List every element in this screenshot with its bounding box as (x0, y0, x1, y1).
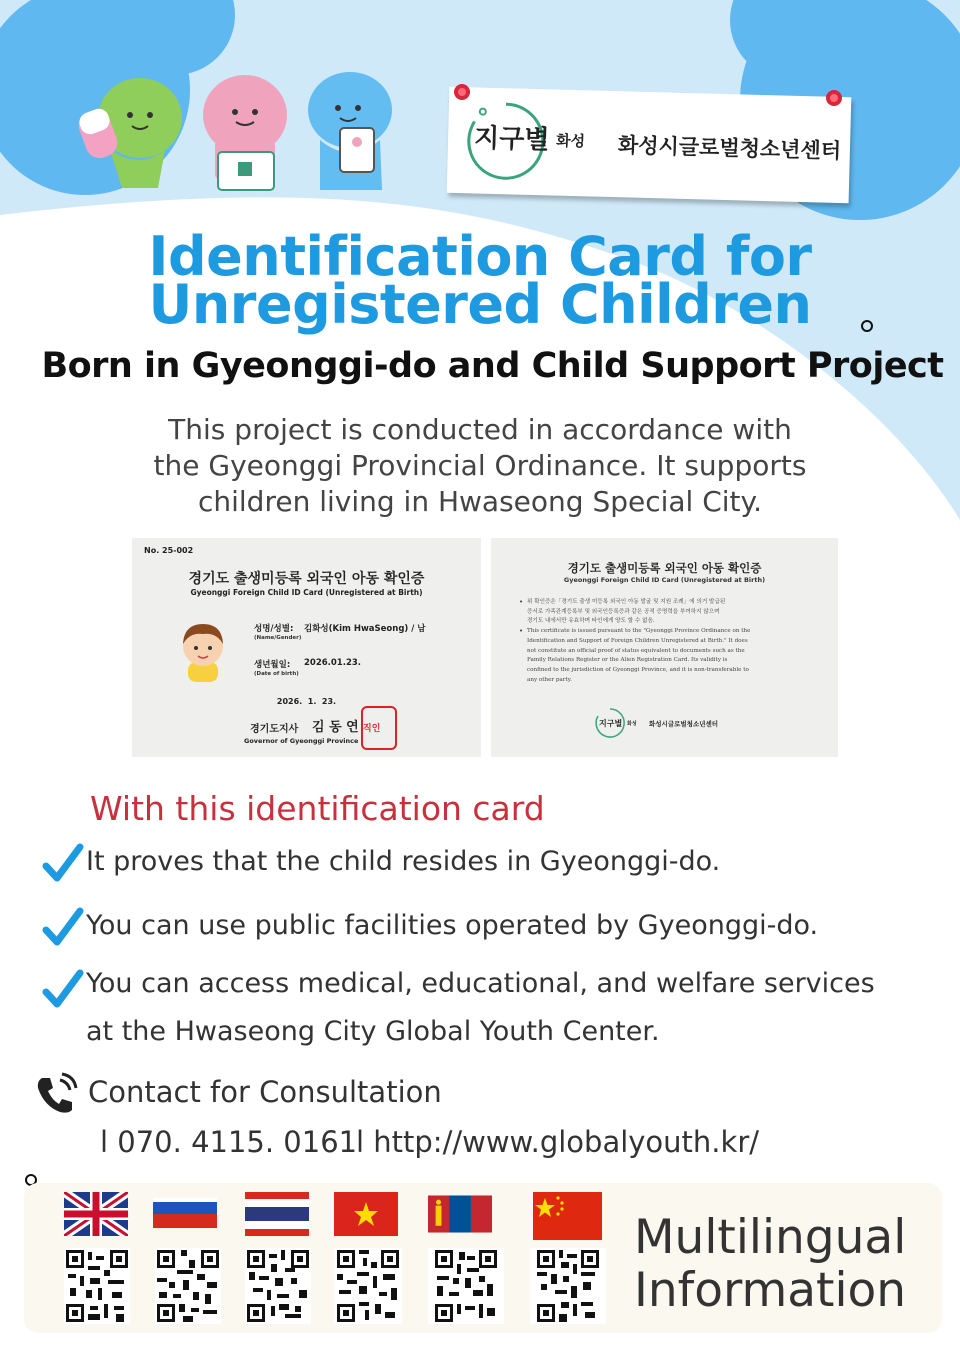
mongolia-flag-icon (428, 1192, 492, 1236)
center-name: 화성시글로벌청소년센터 (617, 133, 842, 164)
bullet-en-4: Family Relations Register or the Alien Registration Card. Its validity is (527, 657, 728, 664)
bullet-dot-icon: • (519, 598, 524, 606)
benefit-item-3-line-2: at the Hwaseong City Global Youth Center. (86, 1016, 660, 1047)
intro-line-2: the Gyeonggi Provincial Ordinance. It supports (153, 449, 807, 482)
bullet-en-5: confined to the jurisdiction of Gyeonggi Province, and it is non-transferable to (527, 666, 749, 673)
bullet-en-2: Identification and Support of Foreign Children Unregistered at Birth." It does (527, 637, 748, 644)
qr-code-russian[interactable] (155, 1248, 221, 1324)
card-title-kr: 경기도 출생미등록 외국인 아동 확인증 (188, 571, 425, 587)
back-logo-small: 화성 (627, 721, 637, 727)
title-line-1: Identification Card for (148, 225, 812, 288)
checkmark-icon (42, 842, 84, 884)
qr-code-mongolian[interactable] (428, 1248, 504, 1324)
issue-date: 2026. 1. 23. (276, 697, 337, 706)
bullet-kr-1: 위 확인증은「경기도 출생 미등록 외국인 아동 발굴 및 지원 조례」에 의거 발급된 (527, 599, 726, 605)
center-logo-card (447, 87, 852, 203)
subtitle: Born in Gyeonggi-do and Child Support Project (41, 346, 944, 386)
back-title-kr: 경기도 출생미등록 외국인 아동 확인증 (567, 561, 762, 575)
bullet-kr-2: 증서로 가족관계등록부 및 외국인등록증과 같은 공적 증명력을 부여하지 않으며 (527, 608, 720, 615)
contact-phone[interactable]: l 070. 4115. 0161 (100, 1125, 358, 1159)
dob-value: 2026.01.23. (304, 658, 362, 668)
china-flag-icon (533, 1192, 602, 1240)
title-line-2: Unregistered Children (148, 273, 812, 336)
bullet-en-1: This certificate is issued pursuant to the "Gyeonggi Province Ordinance on the (527, 628, 751, 635)
checkmark-icon (42, 906, 84, 948)
intro-line-3: children living in Hwaseong Special City. (197, 485, 763, 518)
bullet-kr-3: 경기도 내에서만 유효하며 타인에게 양도 할 수 없음. (527, 618, 655, 625)
mascot-characters (70, 70, 410, 200)
benefit-item-2: You can use public facilities operated by Gyeonggi-do. (86, 910, 819, 941)
pin-icon (822, 86, 848, 112)
governor-en: Governor of Gyeonggi Province (244, 737, 359, 745)
qr-code-english[interactable] (64, 1248, 130, 1324)
bullet-en-3: not constitute an official proof of status equivalent to documents such as the (527, 647, 745, 654)
seal-text: 직인 (363, 724, 381, 734)
logo-text: 지구별 (473, 123, 550, 156)
thailand-flag-icon (245, 1192, 309, 1236)
benefit-item-1: It proves that the child resides in Gyeonggi-do. (86, 846, 721, 877)
logo-small-text: 화성 (555, 131, 586, 151)
back-bullets (527, 598, 827, 685)
child-avatar (174, 618, 232, 682)
phone-icon (34, 1072, 78, 1116)
governor-name: 김 동 연 (312, 720, 359, 735)
governor-kr: 경기도지사 (250, 724, 299, 735)
benefits-heading: With this identification card (90, 789, 545, 828)
multilingual-line-1: Multilingual (634, 1210, 907, 1265)
russia-flag-icon (153, 1198, 217, 1242)
name-value: 김화성(Kim HwaSeong) / 남 (304, 624, 426, 634)
dob-label-en: (Date of birth) (254, 671, 299, 677)
benefit-item-3-line-1: You can access medical, educational, and welfare services (86, 968, 875, 999)
qr-code-chinese[interactable] (530, 1248, 606, 1324)
card-number: No. 25-002 (144, 546, 194, 555)
card-title-en: Gyeonggi Foreign Child ID Card (Unregistered at Birth) (190, 588, 423, 597)
contact-label: Contact for Consultation (88, 1075, 442, 1109)
name-label-en: (Name/Gender) (254, 635, 302, 641)
back-center-name: 화성시글로벌청소년센터 (649, 720, 719, 728)
name-label: 성명/성별: (254, 624, 294, 634)
uk-flag-icon (64, 1192, 128, 1236)
checkmark-icon (42, 968, 84, 1010)
qr-code-thai[interactable] (245, 1248, 311, 1324)
vietnam-flag-icon (334, 1192, 398, 1236)
multilingual-line-2: Information (634, 1263, 907, 1318)
contact-url[interactable]: l http://www.globalyouth.kr/ (356, 1125, 760, 1159)
back-title-en: Gyeonggi Foreign Child ID Card (Unregistered at Birth) (563, 576, 766, 584)
id-card-back (491, 538, 838, 757)
id-card-front (132, 538, 481, 757)
bullet-dot-icon: • (519, 627, 524, 635)
intro-line-1: This project is conducted in accordance with (168, 413, 792, 446)
back-logo-text: 지구별 (599, 719, 623, 728)
pin-icon (450, 80, 476, 106)
dob-label: 생년월일: (254, 660, 291, 670)
qr-code-vietnamese[interactable] (334, 1248, 402, 1324)
bullet-en-6: any other party. (527, 676, 572, 683)
